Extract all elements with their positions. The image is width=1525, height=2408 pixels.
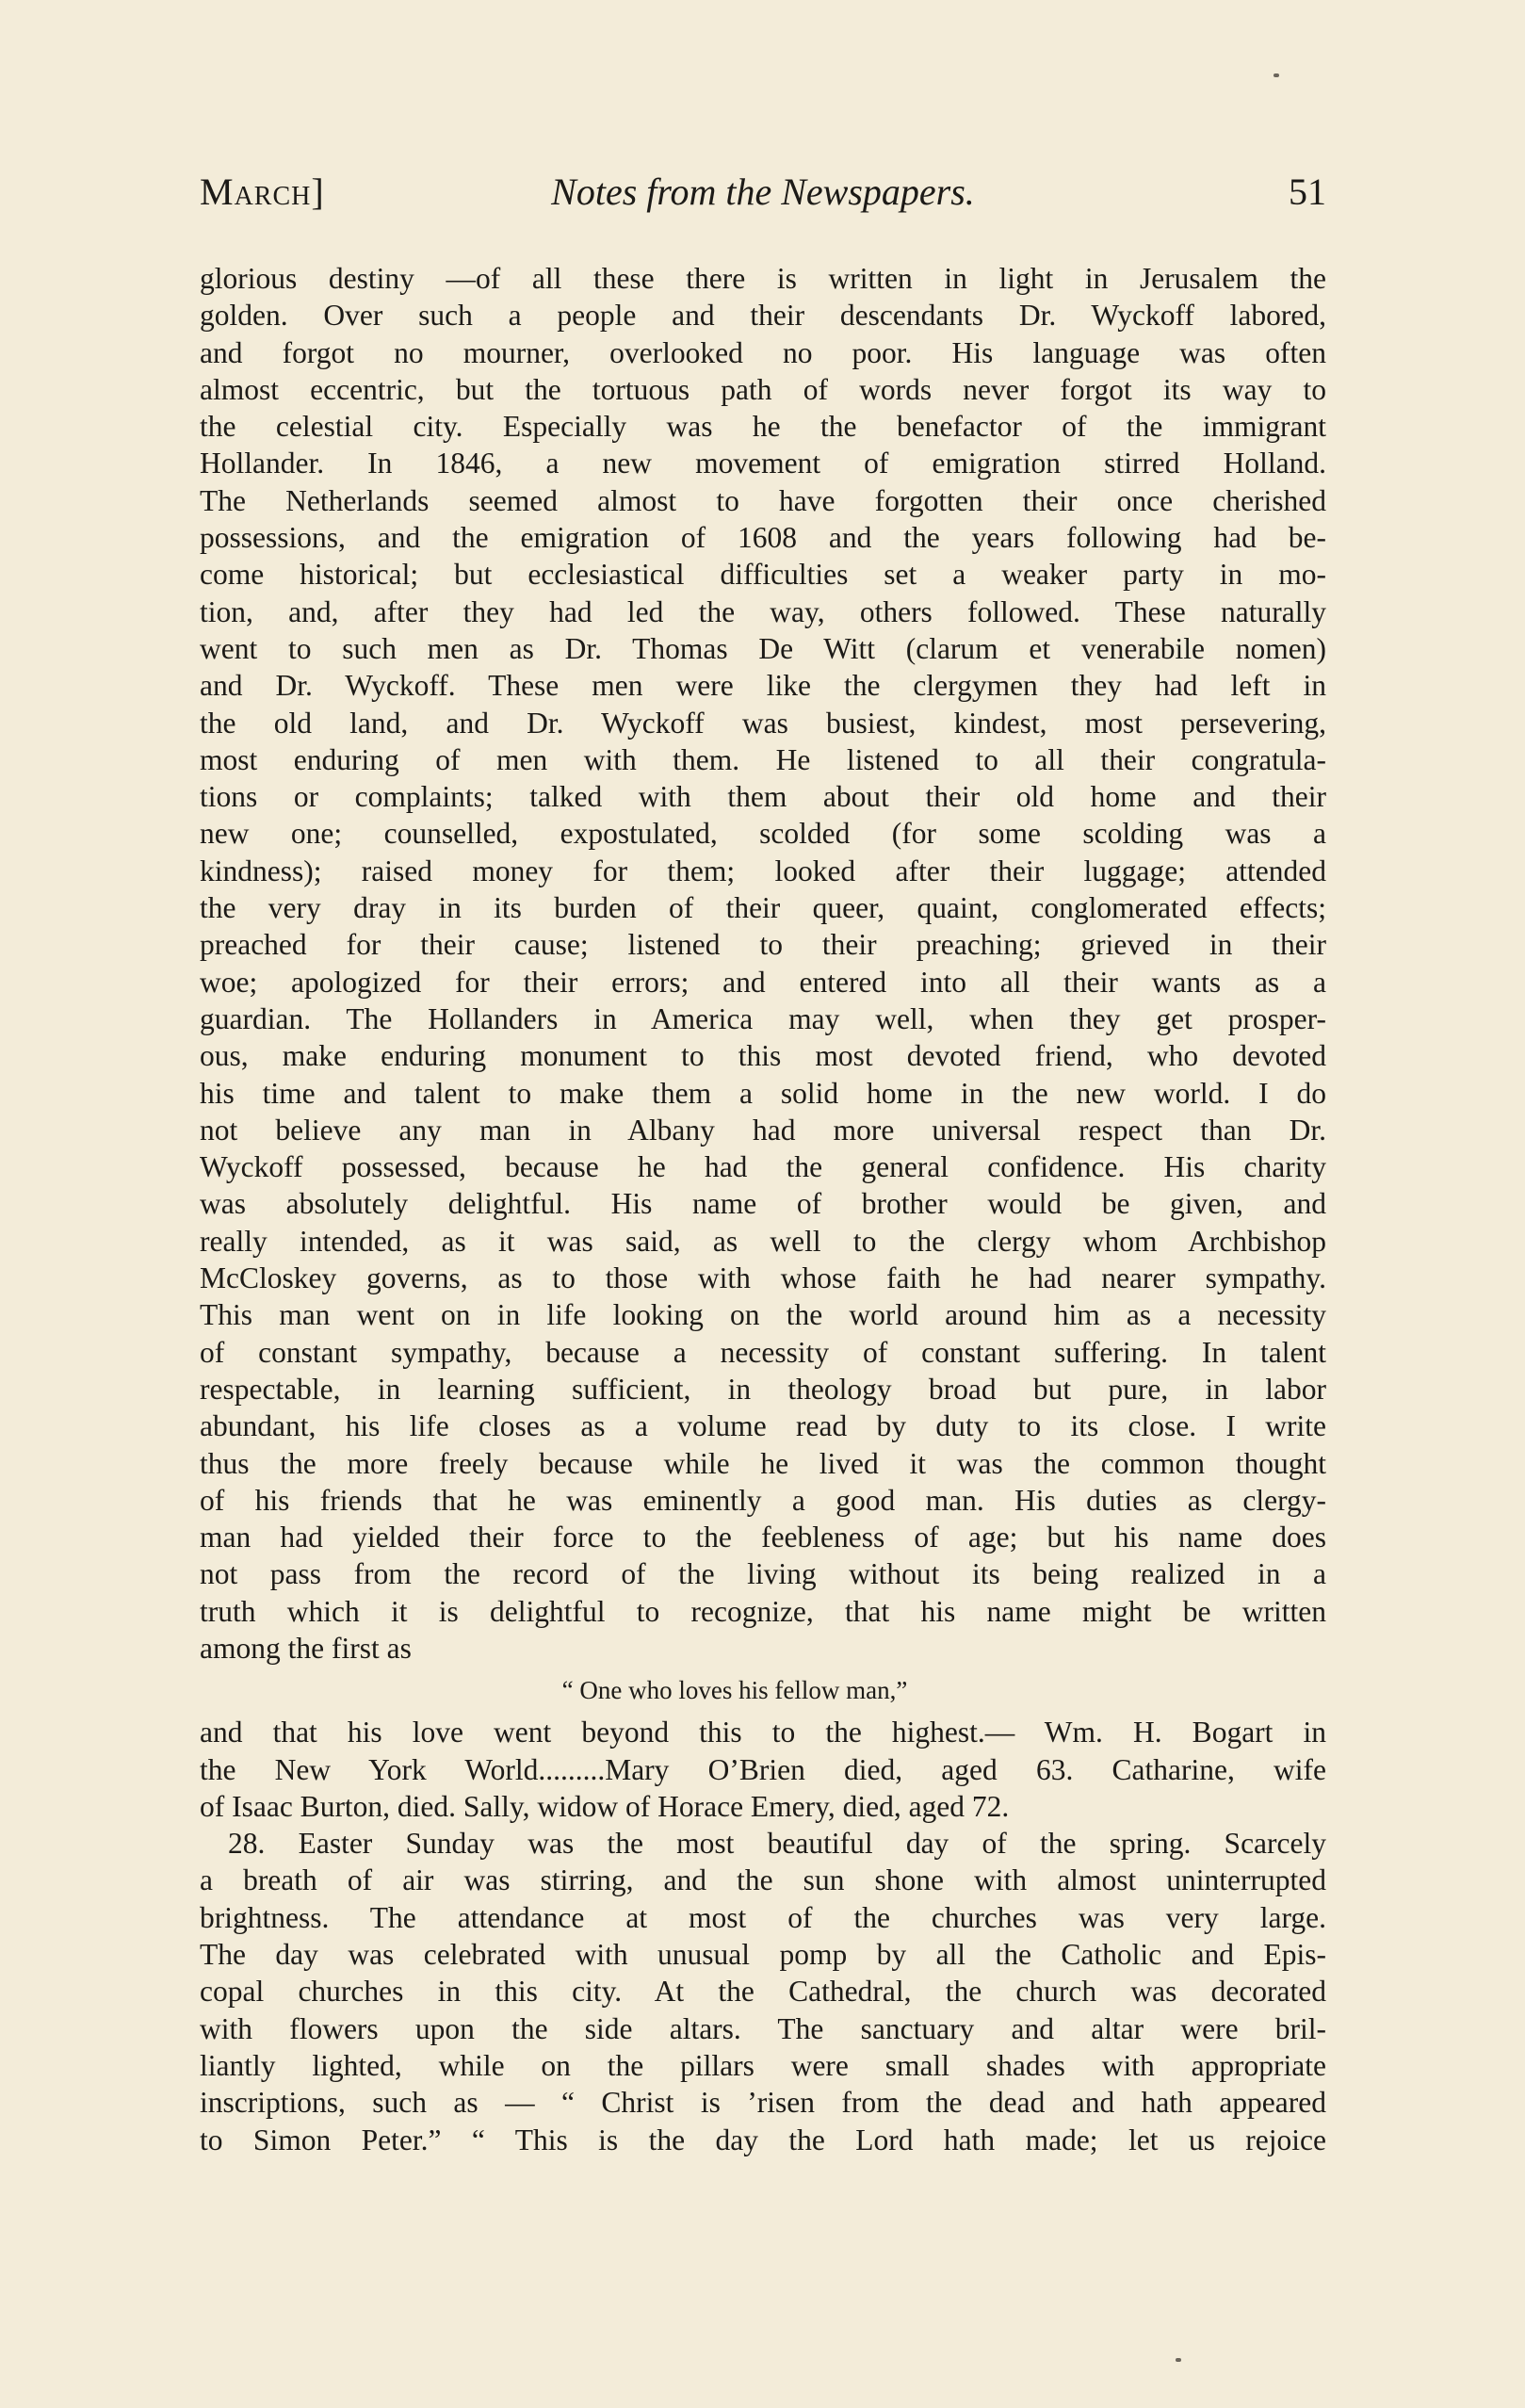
paragraph-obituary (200, 260, 1326, 1667)
text-line: tions or complaints; talked with them about their old home and their (200, 780, 1326, 814)
text-line: The day was celebrated with unusual pomp by all the Catholic and Epis- (200, 1938, 1326, 1972)
block-quote: “ One who loves his fellow man,” (561, 1676, 908, 1705)
running-head (200, 170, 1326, 226)
speck-mark (1274, 73, 1279, 77)
text-line: new one; counselled, expostulated, scolded (for some scolding was a (200, 817, 1326, 851)
text-line: possessions, and the emigration of 1608 and the years following had be- (200, 521, 1326, 555)
paragraph-continuation (200, 1714, 1326, 1825)
text-line: to Simon Peter.” “ This is the day the Lord hath made; let us rejoice (200, 2123, 1326, 2156)
text-line: almost eccentric, but the tortuous path of words never forgot its way to (200, 372, 1326, 406)
text-line: guardian. The Hollanders in America may well, when they get prosper- (200, 1001, 1326, 1035)
text-line: among the first as (200, 1631, 412, 1665)
text-line: went to such men as Dr. Thomas De Witt (clarum et venerabile nomen) (200, 631, 1326, 665)
text-line: with flowers upon the side altars. The sanctuary and altar were bril- (200, 2011, 1326, 2045)
page-number: 51 (1289, 171, 1326, 213)
text-line: a breath of air was stirring, and the sun shone with almost uninterrupted (200, 1863, 1326, 1897)
text-line: really intended, as it was said, as well to the clergy whom Archbishop (200, 1224, 1326, 1258)
text-line: McCloskey governs, as to those with whose faith he had nearer sympathy. (200, 1261, 1326, 1295)
text-line: copal churches in this city. At the Cathedral, the church was decorated (200, 1975, 1326, 2009)
text-line: come historical; but ecclesiastical difficulties set a weaker party in mo- (200, 558, 1326, 592)
text-line: most enduring of men with them. He listened to all their congratula- (200, 742, 1326, 776)
text-line: not pass from the record of the living without its being realized in a (200, 1557, 1326, 1591)
text-line: of Isaac Burton, died. Sally, widow of Horace Emery, died, aged 72. (200, 1789, 1010, 1823)
paragraph-easter-sunday (200, 1825, 1326, 2158)
text-line: truth which it is delightful to recognize, that his name might be written (200, 1594, 1326, 1628)
text-line: the New York World.........Mary O’Brien died, aged 63. Catharine, wife (200, 1752, 1326, 1786)
text-line: The Netherlands seemed almost to have forgotten their once cherished (200, 483, 1326, 517)
text-line: kindness); raised money for them; looked after their luggage; attended (200, 854, 1326, 887)
text-line: his time and talent to make them a solid home in the new world. I do (200, 1076, 1326, 1110)
text-line: thus the more freely because while he lived it was the common thought (200, 1446, 1326, 1480)
text-line: ous, make enduring monument to this most devoted friend, who devoted (200, 1039, 1326, 1073)
text-line: woe; apologized for their errors; and entered into all their wants as a (200, 965, 1326, 999)
body-text (200, 260, 1326, 2158)
text-line: 28. Easter Sunday was the most beautiful day of the spring. Scarcely (228, 1827, 1326, 1861)
running-head-month: March] (200, 171, 325, 213)
running-head-title: Notes from the Newspapers. (551, 171, 975, 213)
text-line: abundant, his life closes as a volume read by duty to its close. I write (200, 1409, 1326, 1443)
text-line: and forgot no mourner, overlooked no poor. His language was often (200, 335, 1326, 369)
text-line: and Dr. Wyckoff. These men were like the clergymen they had left in (200, 669, 1326, 703)
text-line: tion, and, after they had led the way, others followed. These naturally (200, 594, 1326, 628)
text-line: the very dray in its burden of their queer, quaint, conglomerated effects; (200, 891, 1326, 925)
speck-mark (1176, 2358, 1181, 2362)
text-line: of his friends that he was eminently a good man. His duties as clergy- (200, 1483, 1326, 1517)
text-line: man had yielded their force to the feebleness of age; but his name does (200, 1521, 1326, 1554)
text-line: respectable, in learning sufficient, in theology broad but pure, in labor (200, 1372, 1326, 1406)
text-line: golden. Over such a people and their descendants Dr. Wyckoff labored, (200, 299, 1326, 333)
text-line: not believe any man in Albany had more universal respect than Dr. (200, 1113, 1326, 1147)
text-line: This man went on in life looking on the world around him as a necessity (200, 1298, 1326, 1332)
text-line: brightness. The attendance at most of the churches was very large. (200, 1900, 1326, 1934)
text-line: glorious destiny —of all these there is written in light in Jerusalem the (200, 262, 1326, 295)
text-line: Wyckoff possessed, because he had the general confidence. His charity (200, 1150, 1326, 1184)
text-line: of constant sympathy, because a necessity of constant suffering. In talent (200, 1335, 1326, 1369)
text-line: preached for their cause; listened to their preaching; grieved in their (200, 928, 1326, 962)
text-line: and that his love went beyond this to the highest.— Wm. H. Bogart in (200, 1716, 1326, 1749)
text-line: was absolutely delightful. His name of brother would be given, and (200, 1187, 1326, 1221)
text-line: the old land, and Dr. Wyckoff was busiest, kindest, most persevering, (200, 706, 1326, 740)
text-line: inscriptions, such as — “ Christ is ’risen from the dead and hath appeared (200, 2086, 1326, 2120)
text-line: the celestial city. Especially was he the benefactor of the immigrant (200, 410, 1326, 444)
text-line: Hollander. In 1846, a new movement of emigration stirred Holland. (200, 447, 1326, 480)
text-line: liantly lighted, while on the pillars were small shades with appropriate (200, 2048, 1326, 2082)
